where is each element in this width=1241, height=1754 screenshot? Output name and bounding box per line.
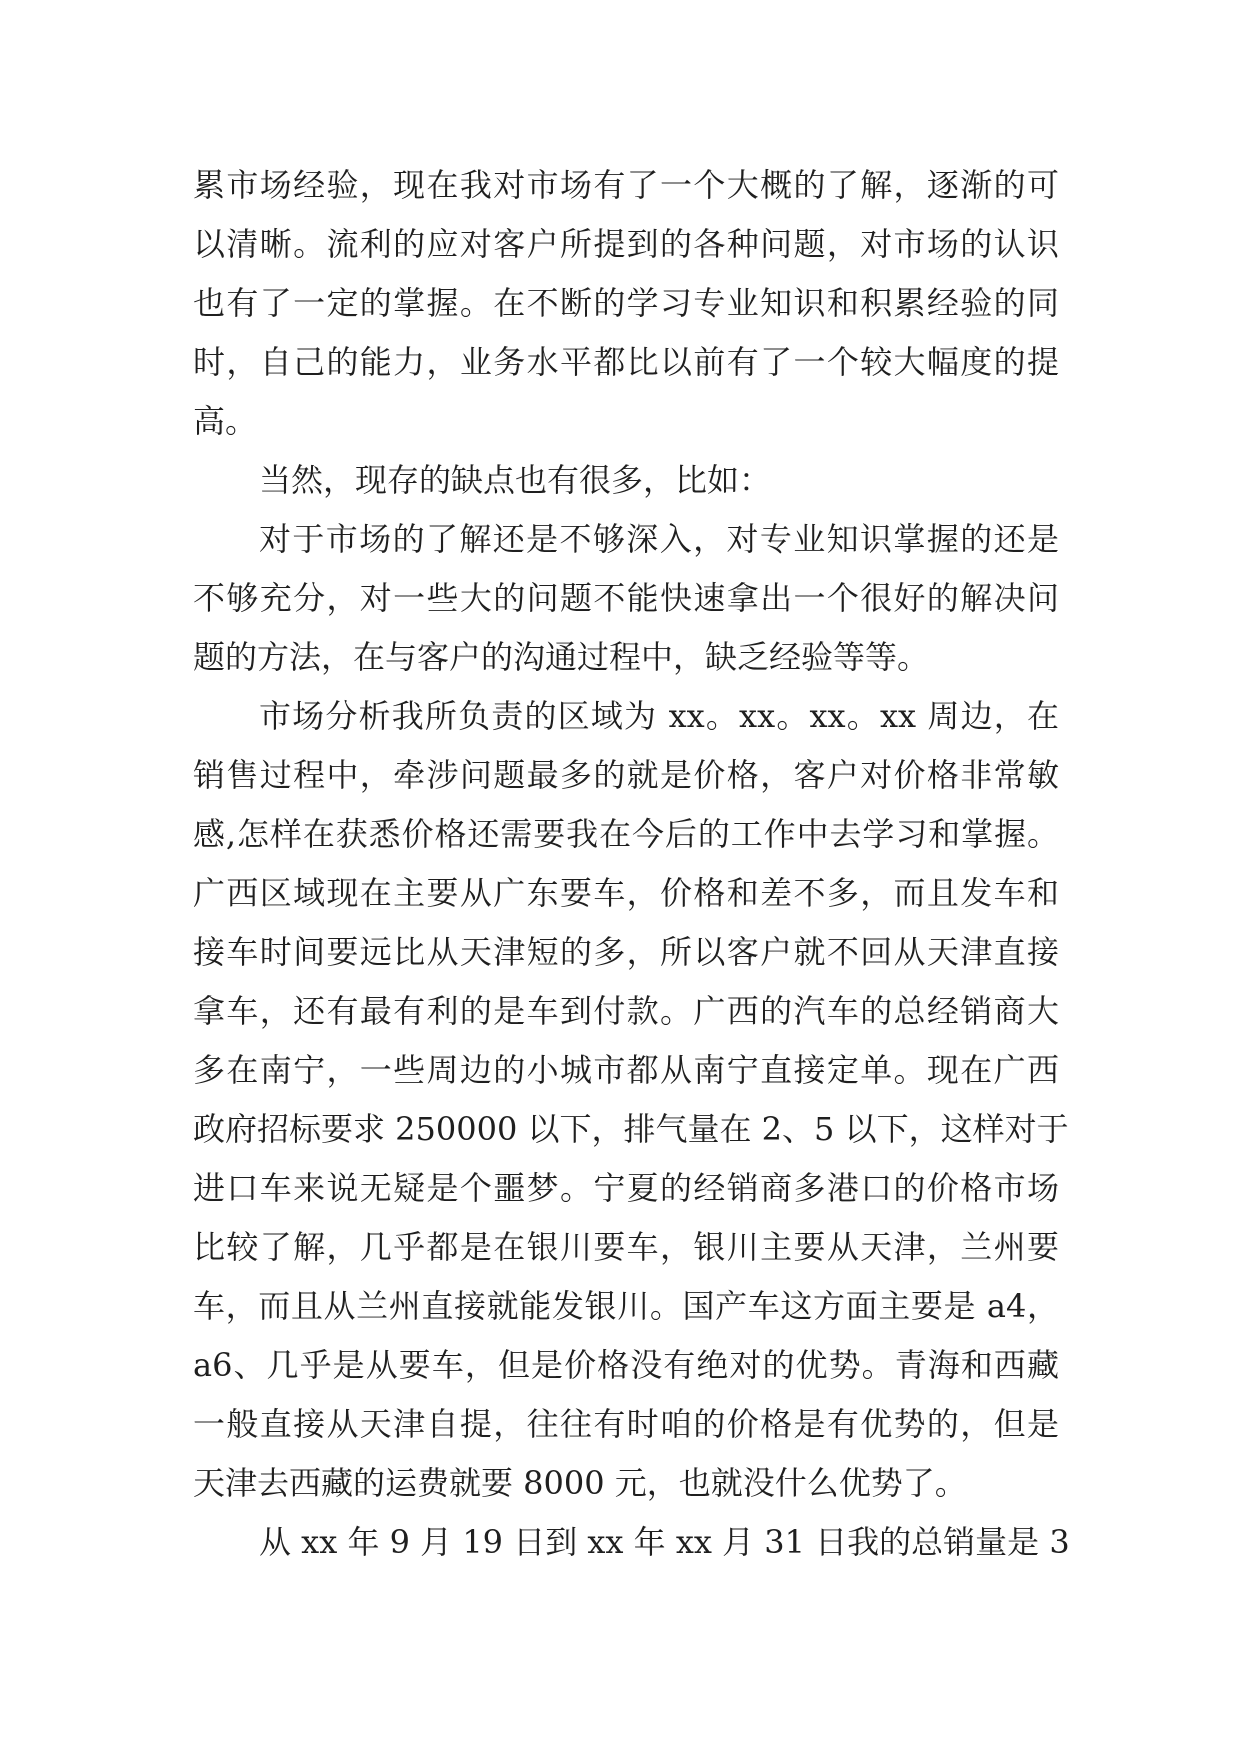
paragraph [193, 510, 1059, 687]
text-line: 车，而且从兰州直接就能发银川。国产车这方面主要是 a4， [193, 1287, 1059, 1325]
text-line: 时，自己的能力，业务水平都比以前有了一个较大幅度的提 [193, 343, 1059, 381]
paragraph [193, 687, 1069, 1513]
text-line: 市场分析我所负责的区域为 xx。xx。xx。xx 周边，在 [259, 697, 1059, 735]
text-line: 进口车来说无疑是个噩梦。宁夏的经销商多港口的价格市场 [193, 1169, 1059, 1207]
text-line: 一般直接从天津自提，往往有时咱的价格是有优势的，但是 [193, 1405, 1059, 1443]
text-line: 当然，现存的缺点也有很多，比如： [259, 461, 772, 499]
text-line: 高。 [193, 402, 258, 440]
text-line: 感,怎样在获悉价格还需要我在今后的工作中去学习和掌握。 [193, 815, 1059, 853]
text-line: 销售过程中，牵涉问题最多的就是价格，客户对价格非常敏 [193, 756, 1059, 794]
text-line: 多在南宁，一些周边的小城市都从南宁直接定单。现在广西 [193, 1051, 1059, 1089]
text-line: 以清晰。流利的应对客户所提到的各种问题，对市场的认识 [193, 225, 1059, 263]
text-line: 从 xx 年 9 月 19 日到 xx 年 xx 月 31 日我的总销量是 3 [259, 1523, 1070, 1561]
text-line: 题的方法，在与客户的沟通过程中，缺乏经验等等。 [193, 638, 930, 676]
document-body [193, 156, 1070, 1572]
text-line: 天津去西藏的运费就要 8000 元，也就没什么优势了。 [193, 1464, 967, 1502]
text-line: 对于市场的了解还是不够深入，对专业知识掌握的还是 [259, 520, 1059, 558]
text-line: 不够充分，对一些大的问题不能快速拿出一个很好的解决问 [193, 579, 1059, 617]
text-line: 接车时间要远比从天津短的多，所以客户就不回从天津直接 [193, 933, 1059, 971]
paragraph [193, 451, 1059, 510]
paragraph [193, 156, 1059, 451]
text-line: a6、几乎是从要车，但是价格没有绝对的优势。青海和西藏 [193, 1346, 1059, 1384]
text-line: 广西区域现在主要从广东要车，价格和差不多，而且发车和 [193, 874, 1059, 912]
text-line: 也有了一定的掌握。在不断的学习专业知识和积累经验的同 [193, 284, 1059, 322]
text-line: 政府招标要求 250000 以下，排气量在 2、5 以下，这样对于 [193, 1110, 1069, 1148]
text-line: 累市场经验，现在我对市场有了一个大概的了解，逐渐的可 [193, 166, 1059, 204]
text-line: 拿车，还有最有利的是车到付款。广西的汽车的总经销商大 [193, 992, 1059, 1030]
paragraph [193, 1513, 1070, 1572]
text-line: 比较了解，几乎都是在银川要车，银川主要从天津，兰州要 [193, 1228, 1059, 1266]
